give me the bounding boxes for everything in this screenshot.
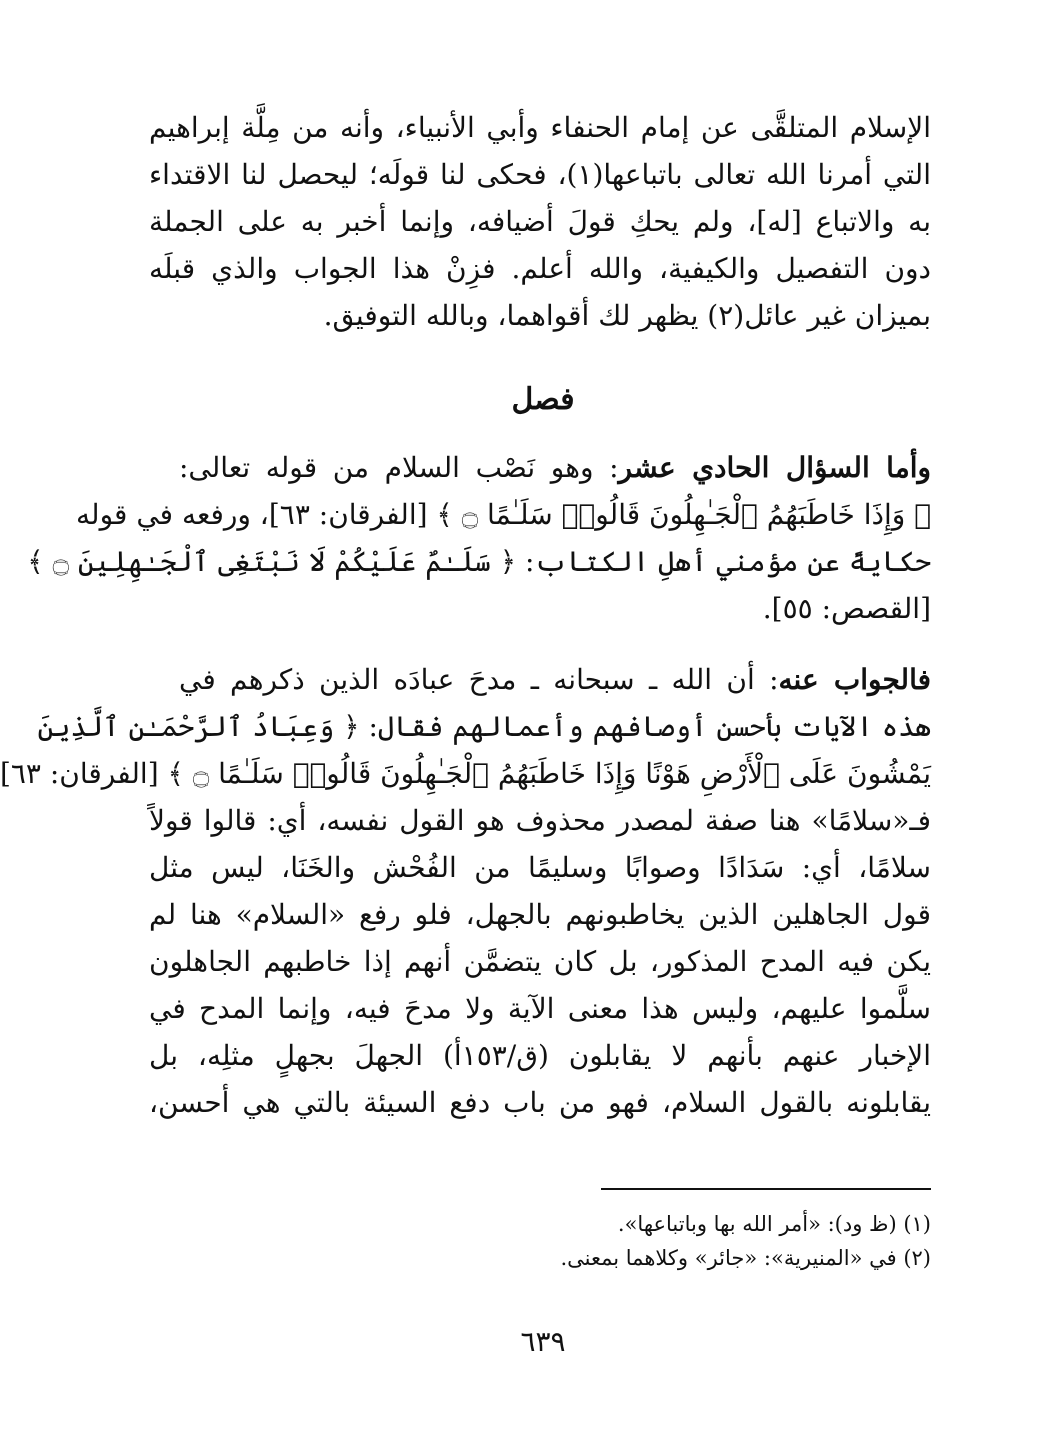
text-line: دون التفصيل والكيفية، والله أعلم. فزِنْ هذا الجواب والذي قبلَه (149, 252, 931, 285)
text-line: هذه الآيات بأحسن أوصافهم وأعمالهم فقال: ﴿ وَعِبَادُ ٱلرَّحْمَـٰنِ ٱلَّذِينَ (37, 710, 931, 743)
question-lead: وأما السؤال الحادي عشر (618, 451, 932, 484)
quran-verse-line: ﴿ وَإِذَا خَاطَبَهُمُ ٱلْجَـٰهِلُونَ قَالُوا۟ سَلَـٰمًا ۝ ﴾ [الفرقان: ٦٣]، ورفعه في قوله (76, 498, 931, 531)
text-line: به والاتباع [له]، ولم يحكِ قولَ أضيافه، وإنما أخبر به على الجملة (149, 205, 931, 238)
question-text: : وهو نَصْب السلام من قوله تعالى: (179, 451, 619, 484)
quran-verse-line: يَمْشُونَ عَلَى ٱلْأَرْضِ هَوْنًا وَإِذَا خَاطَبَهُمُ ٱلْجَـٰهِلُونَ قَالُوا۟ سَلَـٰمًا ۝ ﴾ [الفرقان: ٦٣] (0, 757, 931, 790)
text-line: الإخبار عنهم بأنهم لا يقابلون (ق/١٥٣أ) الجهلَ بجهلٍ مثلِه، بل (149, 1039, 931, 1072)
answer-text: : أن الله ـ سبحانه ـ مدحَ عبادَه الذين ذكرهم في (179, 663, 779, 696)
page-number: ٦٣٩ (520, 1325, 566, 1358)
text-line: بميزان غير عائل(٢) يظهر لك أقواهما، وبالله التوفيق. (323, 299, 931, 332)
section-heading: فصل (511, 382, 575, 417)
answer-line (179, 660, 931, 700)
text-line: [القصص: ٥٥]. (762, 592, 931, 625)
text-line: سلَّموا عليهم، وليس هذا معنى الآية ولا مدحَ فيه، وإنما المدح في (149, 992, 931, 1025)
footnote-separator (601, 1188, 931, 1190)
question-line (179, 448, 931, 488)
text-line: فـ«سلامًا» هنا صفة لمصدر محذوف هو القول نفسه، أي: قالوا قولاً (149, 804, 931, 837)
text-line: يقابلونه بالقول السلام، فهو من باب دفع السيئة بالتي هي أحسن، (149, 1086, 931, 1119)
text-line: قول الجاهلين الذين يخاطبونهم بالجهل، فلو رفع «السلام» هنا لم (149, 898, 931, 931)
text-line: سلامًا، أي: سَدَادًا وصوابًا وسليمًا من الفُحْش والخَنَا، ليس مثل (149, 851, 931, 884)
text-line: يكن فيه المدح المذكور، بل كان يتضمَّن أنهم إذا خاطبهم الجاهلون (149, 945, 931, 978)
text-line: الإسلام المتلقَّى عن إمام الحنفاء وأبي الأنبياء، وأنه من مِلَّة إبراهيم (149, 111, 931, 144)
text-line: التي أمرنا الله تعالى باتباعها(١)، فحكى لنا قولَه؛ ليحصل لنا الاقتداء (149, 158, 931, 191)
quran-verse-line: حكايةً عن مؤمني أهلِ الكتاب: ﴿ سَلَـٰمٌ عَلَيْكُمْ لَا نَبْتَغِى ٱلْجَـٰهِلِينَ ۝ ﴾ (27, 545, 931, 578)
answer-lead: فالجواب عنه (778, 663, 931, 696)
footnote: (٢) في «المنيرية»: «جائر» وكلاهما بمعنى. (560, 1246, 931, 1270)
footnote: (١) (ظ ود): «أمر الله بها وباتباعها». (617, 1212, 931, 1236)
